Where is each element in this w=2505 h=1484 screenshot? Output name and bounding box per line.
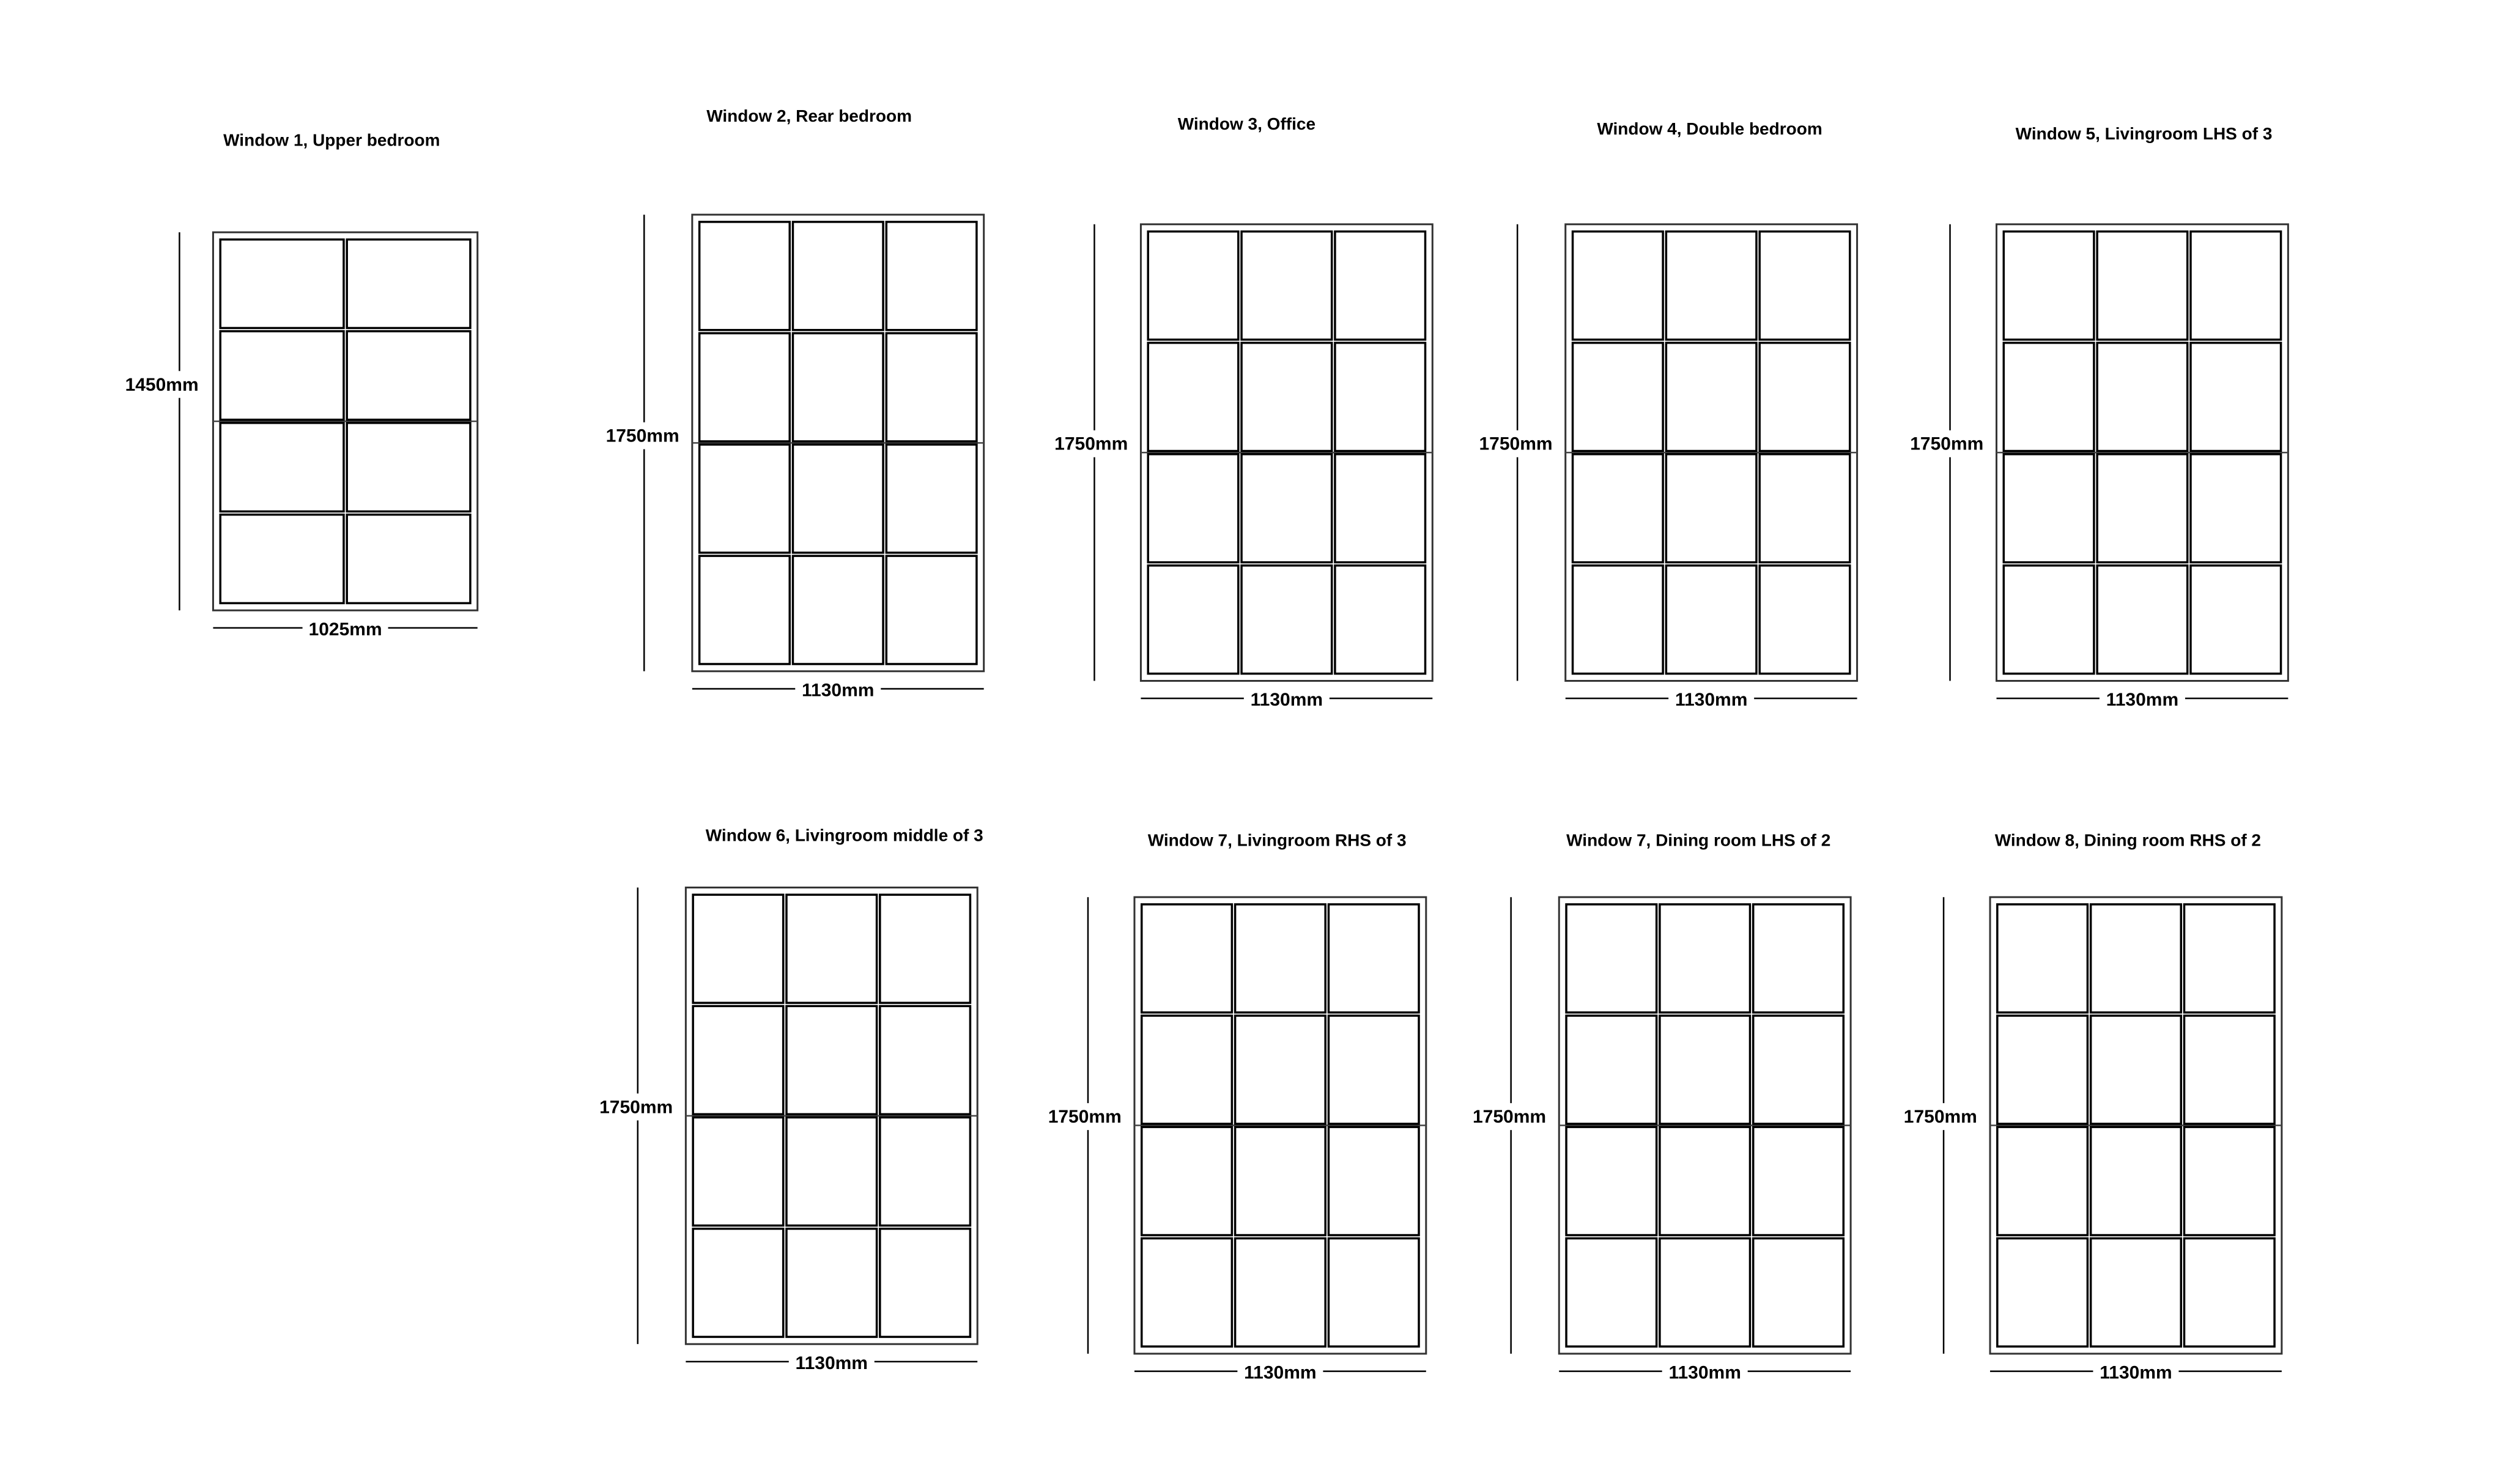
glass-pane [1753, 1127, 1844, 1235]
window-title: Window 2, Rear bedroom [706, 106, 912, 126]
window-drawing [1054, 114, 1432, 710]
glass-pane [793, 556, 883, 664]
glass-pane [1666, 343, 1756, 451]
glass-pane [1573, 454, 1663, 563]
height-label: 1750mm [1910, 434, 1984, 454]
glass-pane [786, 1117, 877, 1225]
height-label: 1750mm [605, 426, 679, 446]
glass-pane [1235, 1238, 1326, 1346]
glass-pane [2191, 454, 2281, 563]
width-label: 1130mm [1250, 690, 1323, 711]
glass-pane [2097, 454, 2188, 563]
glass-pane [1328, 1016, 1419, 1124]
glass-pane [1997, 1238, 2088, 1346]
glass-pane [1759, 566, 1850, 674]
height-label: 1750mm [599, 1097, 673, 1118]
glass-pane [2091, 904, 2181, 1013]
glass-pane [693, 1117, 783, 1225]
glass-pane [2191, 566, 2281, 674]
glass-pane [347, 240, 470, 328]
width-label: 1130mm [2106, 690, 2179, 711]
glass-pane [2184, 1238, 2274, 1346]
glass-pane [880, 895, 971, 1003]
glass-pane [1566, 904, 1657, 1013]
window-title: Window 7, Dining room LHS of 2 [1566, 830, 1831, 850]
glass-pane [1997, 904, 2088, 1013]
glass-pane [1335, 343, 1426, 451]
glass-pane [786, 895, 877, 1003]
glass-pane [786, 1229, 877, 1337]
glass-pane [1997, 1127, 2088, 1235]
glass-pane [2184, 1127, 2274, 1235]
glass-pane [700, 445, 790, 553]
glass-pane [1142, 1238, 1232, 1346]
glass-pane [2091, 1016, 2181, 1124]
glass-pane [1241, 454, 1332, 563]
glass-pane [1148, 232, 1238, 340]
window-drawing [1479, 119, 1857, 710]
glass-pane [1759, 454, 1850, 563]
height-label: 1750mm [1054, 434, 1128, 454]
glass-pane [2004, 566, 2094, 674]
glass-pane [1148, 566, 1238, 674]
glass-pane [880, 1229, 971, 1337]
glass-pane [1660, 1127, 1750, 1235]
glass-pane [2097, 232, 2188, 340]
glass-pane [1566, 1127, 1657, 1235]
glass-pane [1142, 1016, 1232, 1124]
glass-pane [1328, 904, 1419, 1013]
glass-pane [1142, 1127, 1232, 1235]
window-title: Window 4, Double bedroom [1597, 119, 1822, 139]
window-drawing [599, 826, 983, 1373]
glass-pane [1660, 904, 1750, 1013]
glass-pane [1328, 1238, 1419, 1346]
glass-pane [1759, 232, 1850, 340]
window-drawing [1048, 830, 1426, 1382]
glass-pane [1235, 1127, 1326, 1235]
glass-pane [1241, 343, 1332, 451]
glass-pane [793, 333, 883, 441]
glass-pane [2097, 566, 2188, 674]
glass-pane [880, 1117, 971, 1225]
height-label: 1450mm [125, 374, 199, 395]
glass-pane [700, 556, 790, 664]
glass-pane [1148, 343, 1238, 451]
window-title: Window 8, Dining room RHS of 2 [1994, 830, 2262, 850]
height-label: 1750mm [1472, 1107, 1547, 1128]
window-title: Window 7, Livingroom RHS of 3 [1147, 830, 1407, 850]
glass-pane [1241, 232, 1332, 340]
window-drawing [606, 106, 984, 700]
glass-pane [693, 1006, 783, 1114]
glass-pane [693, 1229, 783, 1337]
glass-pane [1573, 343, 1663, 451]
glass-pane [886, 556, 977, 664]
glass-pane [220, 331, 344, 420]
glass-pane [793, 222, 883, 330]
glass-pane [693, 895, 783, 1003]
glass-pane [1148, 454, 1238, 563]
glass-pane [786, 1006, 877, 1114]
window-drawing [1910, 124, 2288, 710]
glass-pane [1335, 232, 1426, 340]
glass-pane [793, 445, 883, 553]
glass-pane [1142, 904, 1232, 1013]
glass-pane [1235, 904, 1326, 1013]
glass-pane [2004, 343, 2094, 451]
glass-pane [1235, 1016, 1326, 1124]
glass-pane [700, 222, 790, 330]
width-label: 1130mm [1668, 1362, 1741, 1383]
glass-pane [220, 240, 344, 328]
glass-pane [886, 222, 977, 330]
width-label: 1130mm [802, 680, 875, 701]
window-drawing [1904, 830, 2282, 1382]
glass-pane [2097, 343, 2188, 451]
window-drawing [125, 130, 478, 639]
glass-pane [1997, 1016, 2088, 1124]
glass-pane [1573, 232, 1663, 340]
window-title: Window 6, Livingroom middle of 3 [705, 825, 983, 845]
height-label: 1750mm [1903, 1107, 1977, 1128]
width-label: 1130mm [1674, 690, 1748, 711]
glass-pane [700, 333, 790, 441]
glass-pane [886, 445, 977, 553]
glass-pane [1666, 232, 1756, 340]
glass-pane [2004, 454, 2094, 563]
glass-pane [1660, 1238, 1750, 1346]
glass-pane [1753, 904, 1844, 1013]
height-label: 1750mm [1048, 1107, 1122, 1128]
glass-pane [220, 515, 344, 604]
glass-pane [880, 1006, 971, 1114]
width-label: 1025mm [308, 619, 382, 640]
glass-pane [1566, 1016, 1657, 1124]
glass-pane [1759, 343, 1850, 451]
window-title: Window 3, Office [1177, 114, 1316, 134]
glass-pane [1328, 1127, 1419, 1235]
glass-pane [2091, 1238, 2181, 1346]
glass-pane [347, 423, 470, 512]
width-label: 1130mm [1244, 1362, 1317, 1383]
glass-pane [2184, 1016, 2274, 1124]
window-title: Window 1, Upper bedroom [223, 130, 440, 150]
glass-pane [886, 333, 977, 441]
glass-pane [1753, 1016, 1844, 1124]
height-label: 1750mm [1479, 434, 1553, 454]
glass-pane [2004, 232, 2094, 340]
glass-pane [2091, 1127, 2181, 1235]
glass-pane [1753, 1238, 1844, 1346]
glass-pane [1241, 566, 1332, 674]
width-label: 1130mm [2100, 1362, 2172, 1383]
glass-pane [347, 331, 470, 420]
glass-pane [347, 515, 470, 604]
glass-pane [1573, 566, 1663, 674]
glass-pane [1335, 454, 1426, 563]
glass-pane [1335, 566, 1426, 674]
glass-pane [1666, 566, 1756, 674]
glass-pane [2184, 904, 2274, 1013]
window-drawing [1473, 830, 1851, 1382]
glass-pane [2191, 232, 2281, 340]
glass-pane [2191, 343, 2281, 451]
window-title: Window 5, Livingroom LHS of 3 [2015, 124, 2273, 143]
glass-pane [1660, 1016, 1750, 1124]
width-label: 1130mm [795, 1353, 868, 1373]
glass-pane [1666, 454, 1756, 563]
glass-pane [220, 423, 344, 512]
glass-pane [1566, 1238, 1657, 1346]
